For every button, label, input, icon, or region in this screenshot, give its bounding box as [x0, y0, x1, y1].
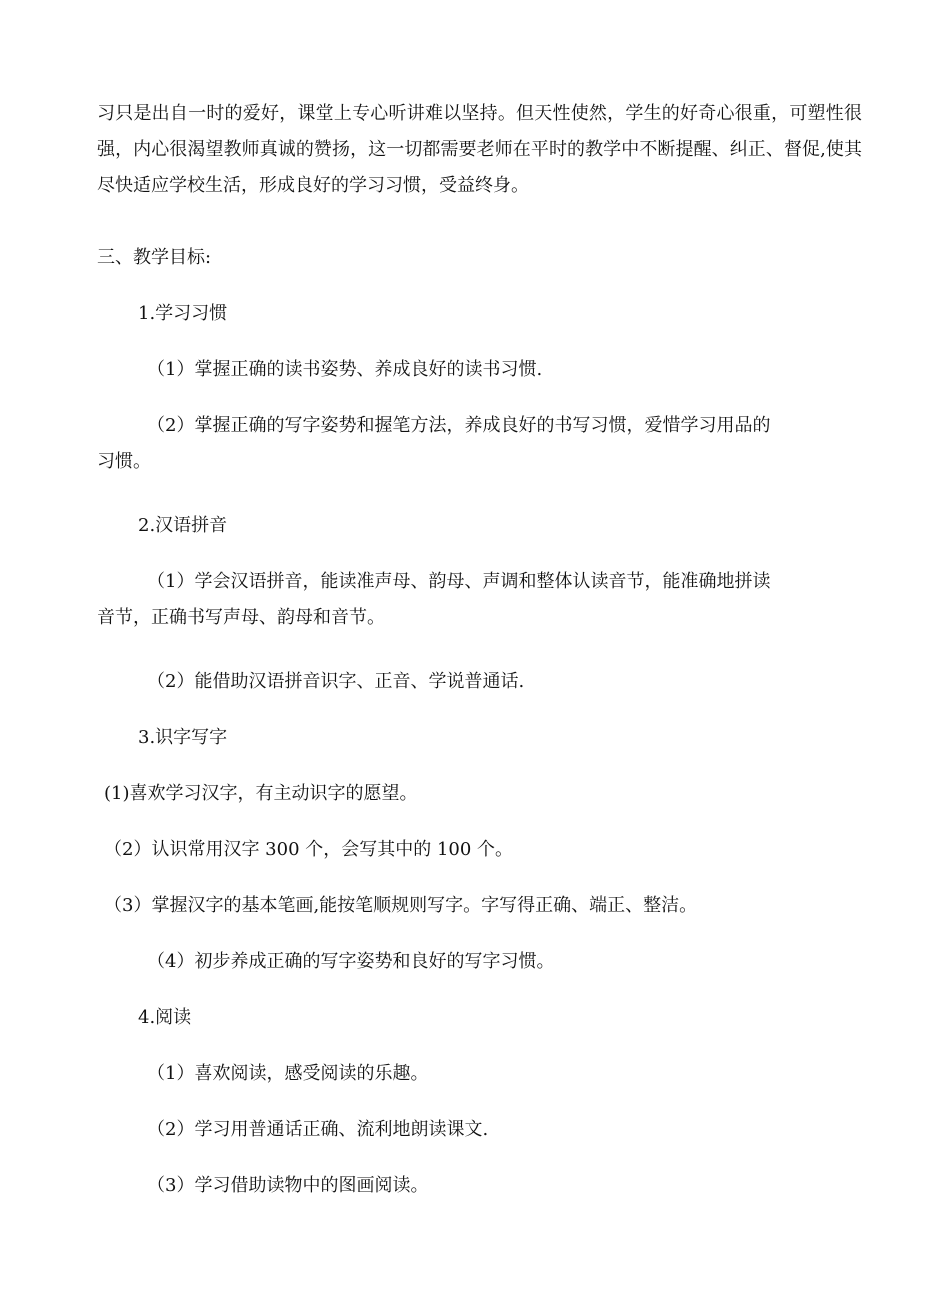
item1-sub2-line1: （2）掌握正确的写字姿势和握笔方法，养成良好的书写习惯，爱惜学习用品的 [147, 415, 771, 436]
item4-sub1-text: （1）喜欢阅读，感受阅读的乐趣。 [147, 1063, 429, 1084]
intro-continuation-paragraph: 习只是出自一时的爱好，课堂上专心听讲难以坚持。但天性使然，学生的好奇心很重，可塑性很强，内心很渴望教师真诚的赞扬，这一切都需要老师在平时的教学中不断提醒、纠正、督促,使其尽快适应学校生活，形成良好的学习习惯，受益终身。 [97, 103, 862, 196]
item4-sub2-text: （2）学习用普通话正确、流利地朗读课文. [147, 1119, 489, 1140]
section-heading-teaching-goals: 三、教学目标: [97, 247, 212, 268]
item2-sub1-paragraph [97, 564, 862, 636]
item3-sub1-text: (1)喜欢学习汉字，有主动识字的愿望。 [104, 783, 418, 804]
item2-sub1-line2: 音节，正确书写声母、韵母和音节。 [97, 607, 385, 628]
item-heading-literacy-writing: 3.识字写字 [138, 727, 228, 748]
item-heading-study-habits: 1.学习习惯 [138, 303, 228, 324]
item4-sub3-text: （3）学习借助读物中的图画阅读。 [147, 1175, 429, 1196]
item3-sub3-text: （3）掌握汉字的基本笔画,能按笔顺规则写字。字写得正确、端正、整洁。 [104, 895, 698, 916]
item1-sub1-text: （1）掌握正确的读书姿势、养成良好的读书习惯. [147, 359, 543, 380]
item2-sub2-text: （2）能借助汉语拼音识字、正音、学说普通话. [147, 671, 525, 692]
item3-sub4-text: （4）初步养成正确的写字姿势和良好的写字习惯。 [147, 951, 555, 972]
item-heading-reading: 4.阅读 [138, 1007, 192, 1028]
item1-sub2-paragraph [97, 408, 862, 480]
item2-sub1-line1: （1）学会汉语拼音，能读准声母、韵母、声调和整体认读音节，能准确地拼读 [147, 571, 771, 592]
item1-sub2-line2: 习惯。 [97, 451, 151, 472]
item3-sub2-text: （2）认识常用汉字 300 个，会写其中的 100 个。 [104, 839, 514, 860]
item-heading-pinyin: 2.汉语拼音 [138, 515, 228, 536]
